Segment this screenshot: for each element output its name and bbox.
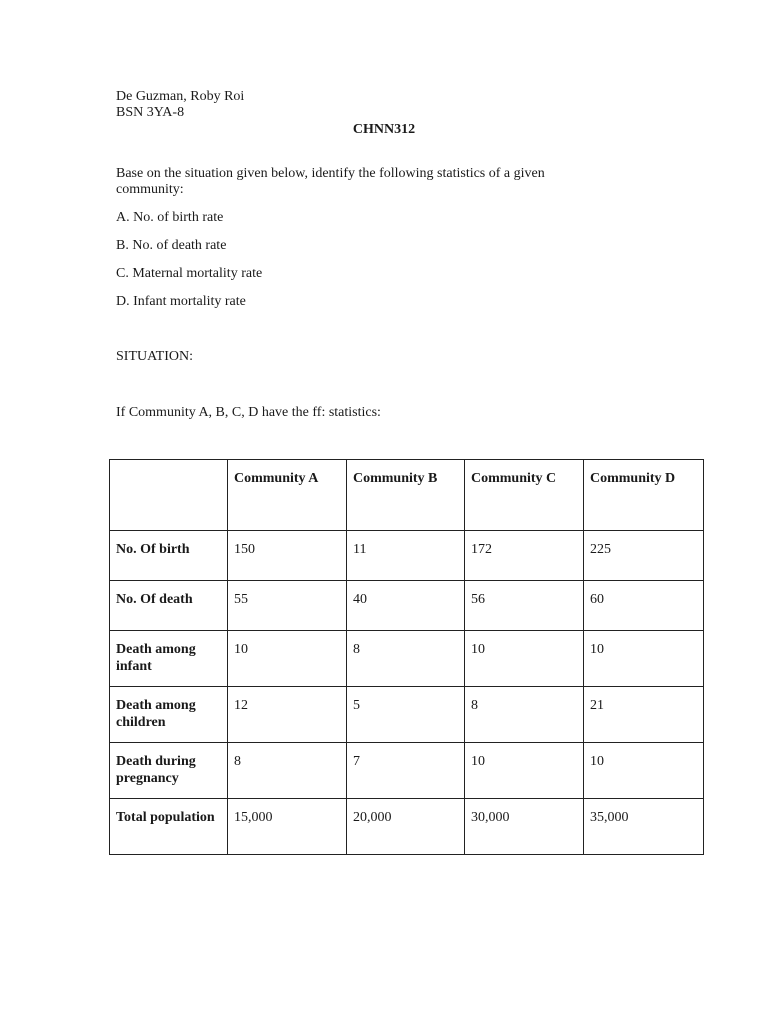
student-section: BSN 3YA-8 [116, 105, 185, 120]
student-name: De Guzman, Roby Roi [116, 89, 245, 104]
instruction-item-d: D. Infant mortality rate [116, 294, 246, 309]
table-cell: 11 [347, 531, 465, 581]
table-cell: 8 [465, 687, 584, 743]
table-row-child-deaths [110, 687, 704, 743]
table-cell: 172 [465, 531, 584, 581]
table-cell: 35,000 [584, 799, 704, 855]
table-cell: 56 [465, 581, 584, 631]
table-cell: 40 [347, 581, 465, 631]
table-cell: 10 [465, 631, 584, 687]
table-header-community-a: Community A [228, 460, 347, 531]
row-label: Death during pregnancy [110, 743, 228, 799]
situation-text: If Community A, B, C, D have the ff: statistics: [116, 405, 381, 420]
table-cell: 10 [584, 743, 704, 799]
row-label: Total population [110, 799, 228, 855]
table-header-row [110, 460, 704, 531]
row-label: No. Of death [110, 581, 228, 631]
table-cell: 7 [347, 743, 465, 799]
table-header-community-b: Community B [347, 460, 465, 531]
table-cell: 20,000 [347, 799, 465, 855]
table-row-births [110, 531, 704, 581]
row-label: No. Of birth [110, 531, 228, 581]
situation-label: SITUATION: [116, 349, 193, 364]
table-cell: 12 [228, 687, 347, 743]
table-header-cell-empty [110, 460, 228, 531]
table-row-total-population [110, 799, 704, 855]
table-cell: 150 [228, 531, 347, 581]
course-code: CHNN312 [352, 122, 416, 137]
table-cell: 55 [228, 581, 347, 631]
statistics-table [109, 459, 704, 855]
table-cell: 30,000 [465, 799, 584, 855]
table-cell: 15,000 [228, 799, 347, 855]
instructions-intro: Base on the situation given below, identify the following statistics of a given community: [116, 166, 545, 197]
table-header-community-c: Community C [465, 460, 584, 531]
table-cell: 225 [584, 531, 704, 581]
table-cell: 8 [347, 631, 465, 687]
table-cell: 10 [584, 631, 704, 687]
table-cell: 10 [228, 631, 347, 687]
table-cell: 21 [584, 687, 704, 743]
instruction-item-a: A. No. of birth rate [116, 210, 224, 225]
instruction-item-c: C. Maternal mortality rate [116, 266, 263, 281]
table-cell: 10 [465, 743, 584, 799]
table-row-infant-deaths [110, 631, 704, 687]
table-cell: 8 [228, 743, 347, 799]
table-cell: 60 [584, 581, 704, 631]
table-row-deaths [110, 581, 704, 631]
table-row-pregnancy-deaths [110, 743, 704, 799]
table-cell: 5 [347, 687, 465, 743]
table-header-community-d: Community D [584, 460, 704, 531]
row-label: Death among infant [110, 631, 228, 687]
instruction-item-b: B. No. of death rate [116, 238, 227, 253]
row-label: Death among children [110, 687, 228, 743]
